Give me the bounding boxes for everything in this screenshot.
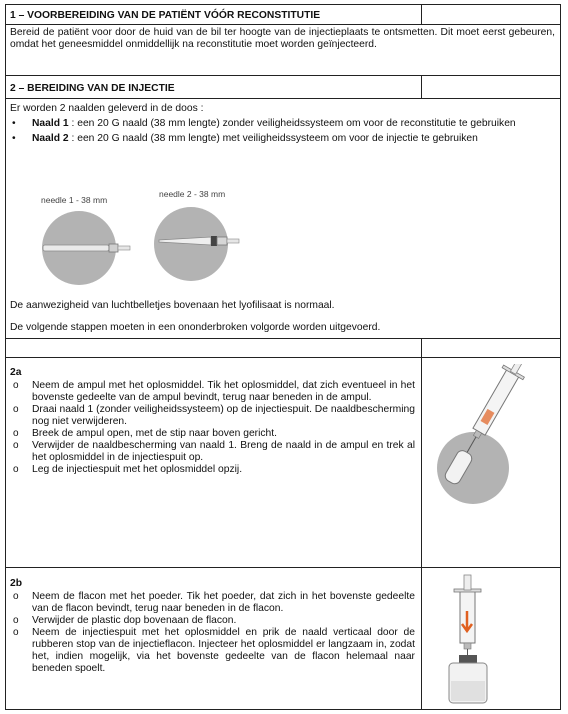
table-border [421, 4, 422, 24]
step2a-illustration [427, 364, 557, 512]
bullet-text: : een 20 G naald (38 mm lengte) met veiligheidssysteem om voor de injectie te gebruiken [68, 133, 478, 144]
list-item-text: Neem de flacon met het poeder. Tik het poeder, dat zich in het bovenste gedeelte van de flacon bevindt, terug naar beneden in de flacon. [32, 591, 415, 614]
table-border [5, 357, 561, 358]
needle2-safety [211, 236, 217, 246]
list-item [10, 380, 415, 404]
bullet-label: Naald 1 [32, 118, 69, 129]
bullet-marker: • [12, 118, 16, 129]
list-marker: o [13, 464, 19, 475]
list-item-text: Breek de ampul open, met de stip naar boven gericht. [32, 428, 277, 439]
list-marker: o [13, 428, 19, 439]
table-border [5, 709, 561, 710]
list-item [10, 440, 415, 464]
list-marker: o [13, 627, 19, 638]
needle2-connector [227, 239, 239, 243]
list-item-text: Draai naald 1 (zonder veiligheidssysteem) op de injectiespuit. De naaldbescherming nog niet verwijderen. [32, 404, 415, 427]
instruction-table [5, 4, 561, 710]
vial-powder [451, 681, 485, 701]
list-item [10, 133, 558, 145]
table-border [560, 4, 561, 710]
section2-title: 2 – BEREIDING VAN DE INJECTIE [10, 83, 175, 94]
list-marker: o [13, 380, 19, 391]
list-item [10, 404, 415, 428]
table-border [5, 338, 561, 339]
section2-intro: Er worden 2 naalden geleverd in de doos : [10, 103, 204, 114]
table-border [5, 98, 561, 99]
list-item [10, 615, 415, 627]
needle1-shield [43, 245, 109, 251]
table-border [5, 75, 561, 76]
table-border [421, 338, 422, 710]
list-item-text: Neem de ampul met het oplosmiddel. Tik het oplosmiddel, dat zich eventueel in het bovenste gedeelte van de ampul bevindt, terug naar beneden in de ampul. [32, 380, 415, 403]
needle1-connector [118, 246, 130, 250]
table-border [5, 4, 561, 5]
list-item [10, 591, 415, 615]
list-item [10, 118, 558, 130]
syringe-hub [464, 643, 471, 649]
section2-note2: De volgende stappen moeten in een ononderbroken volgorde worden uitgevoerd. [10, 322, 381, 333]
table-border [5, 4, 6, 710]
needle2-image [151, 202, 251, 286]
list-item [10, 428, 415, 440]
syringe-plunger [464, 575, 471, 590]
list-item-text: Verwijder de plastic dop bovenaan de flacon. [32, 615, 237, 626]
section1-body: Bereid de patiënt voor door de huid van de bil ter hoogte van de injectieplaats te ontsmetten. Dit moet eerst gebeuren, omdat het geneesmiddel onmiddellijk na reconstitutie moet worden geïnjecteerd. [10, 27, 555, 50]
vial-stopper [459, 655, 477, 663]
table-border [5, 567, 561, 568]
list-marker: o [13, 404, 19, 415]
syringe-plunger [510, 364, 522, 374]
step2b-illustration [427, 571, 557, 707]
needle2-hub [217, 237, 227, 245]
needle1-image [35, 208, 135, 290]
needle1-caption: needle 1 - 38 mm [41, 195, 108, 205]
section2-note1: De aanwezigheid van luchtbelletjes bovenaan het lyofilisaat is normaal. [10, 300, 335, 311]
list-marker: o [13, 591, 19, 602]
table-border [5, 24, 561, 25]
list-item-text: Leg de injectiespuit met het oplosmiddel opzij. [32, 464, 243, 475]
step2b-list [10, 591, 415, 675]
step2a-list [10, 380, 415, 476]
list-item [10, 627, 415, 675]
step2b-label: 2b [10, 578, 23, 589]
needle1-hub [109, 244, 118, 252]
section1-title: 1 – VOORBEREIDING VAN DE PATIËNT VÓÓR RECONSTITUTIE [10, 10, 321, 21]
list-marker: o [13, 440, 19, 451]
table-border [421, 75, 422, 98]
list-marker: o [13, 615, 19, 626]
needle2-caption: needle 2 - 38 mm [159, 189, 226, 199]
bullet-text: : een 20 G naald (38 mm lengte) zonder veiligheidssysteem om voor de reconstitutie te gebruiken [68, 118, 516, 129]
list-item-text: Neem de injectiespuit met het oplosmiddel en prik de naald verticaal door de rubberen stop van de injectieflacon. Injecteer het oplosmiddel er langzaam in, zodat het, indien mogelijk, via het bovenste gedeelte van de flacon helemaal naar beneden spoelt. [32, 627, 415, 674]
syringe-barrel [473, 369, 519, 435]
bullet-marker: • [12, 133, 16, 144]
list-item [10, 464, 415, 476]
list-item-text: Verwijder de naaldbescherming van naald 1. Breng de naald in de ampul en trek al het oplosmiddel in de injectiespuit op. [32, 440, 415, 463]
section2-content [10, 103, 558, 145]
bullet-label: Naald 2 [32, 133, 69, 144]
step2a-label: 2a [10, 367, 22, 378]
